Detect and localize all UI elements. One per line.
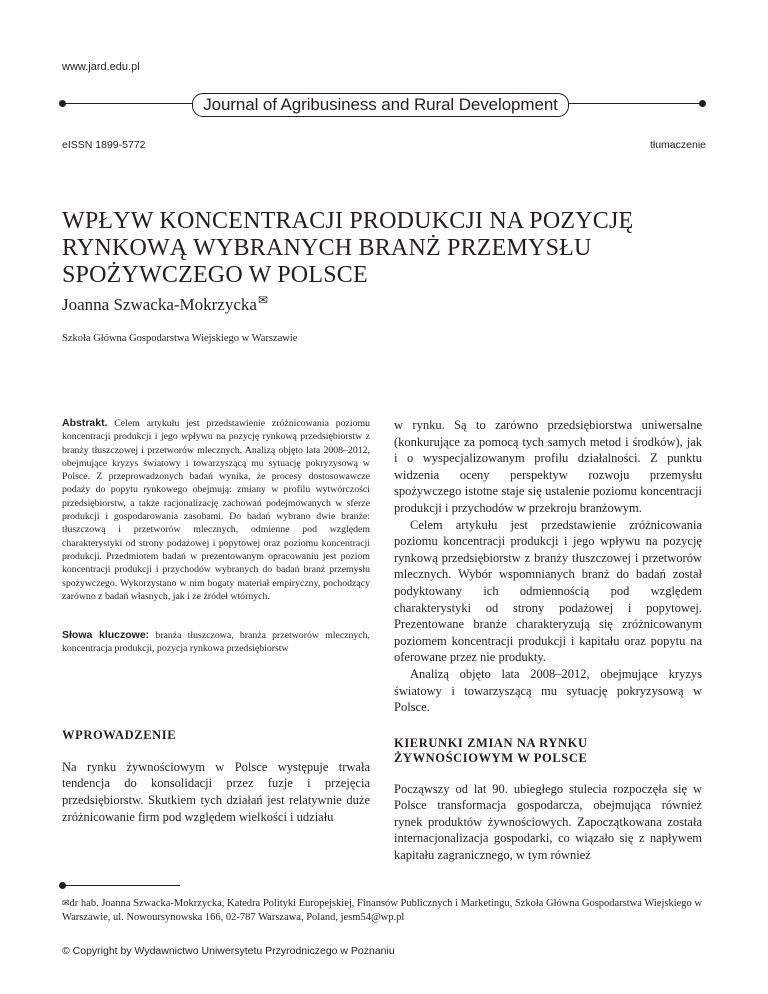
footnote-rule-dot bbox=[59, 882, 66, 889]
section-heading-trends bbox=[394, 736, 702, 766]
body-paragraph-2: Celem artykułu jest przedstawienie zróżnicowania poziomu koncentracji produkcji i jego wpływu na pozycję rynkową przedsiębiorstw z branży tłuszczowej i przetworów mlecznych. Wybór wspomnianych branż do badań został podyktowany ich odmiennością pod względem charakterystyki od strony podażowej i popytowej. Prezentowane branże charakteryzują się zróżnicowanym poziomem koncentracji produkcji i kapitału oraz popytu na oferowane przez nie produkty. bbox=[394, 517, 702, 665]
body-paragraph-4: Począwszy od lat 90. ubiegłego stulecia rozpoczęła się w Polsce transformacja gospodarcza, obejmująca również rynek produktów żywnościowych. Zapoczątkowana została internacjonalizacja gospodarki, co wiązało się z napływem kapitału zagranicznego, w tym również bbox=[394, 781, 702, 863]
author-name: Joanna Szwacka-Mokrzycka bbox=[62, 295, 257, 314]
header-rule-dot-right bbox=[699, 100, 706, 107]
abstract-text: Celem artykułu jest przedstawienie zróżnicowania poziomu koncentracji produkcji i jego wpływu na pozycję rynkową przedsiębiorstw z branży tłuszczowej i przetworów mlecznych. Analizą objęto lata 2008–2012, obejmujące kryzys światowy i towarzyszącą mu sytuację pokryzysową w Polsce. Z przeprowadzonych badań wynika, że procesy dostosowawcze podaży do popytu rynkowego obejmują: zmiany w profilu wytwórczości przedsiębiorstw, a także racjonalizację zachowań podejmowanych w sferze produkcji i gospodarowania zasobami. Do badań wybrano dwie branże: tłuszczową i przetworów mlecznych, odmienne pod względem charakterystyki od strony podażowej i popytowej oraz poziomu koncentracji produkcji. Przedmiotem badań w prezentowanym opracowaniu jest poziom koncentracji produkcji i przychodów wybranych do badań branż przemysłu spożywczego. Wykorzystano w nim bogaty materiał empiryczny, pochodzący zarówno z badań własnych, jak i ze źródeł wtórnych. bbox=[62, 418, 370, 602]
title-line-3: SPOŻYWCZEGO W POLSCE bbox=[62, 262, 368, 288]
abstract bbox=[62, 417, 370, 603]
copyright: © Copyright by Wydawnictwo Uniwersytetu Przyrodniczego w Poznaniu bbox=[62, 945, 395, 957]
footnote bbox=[62, 897, 702, 924]
heading-line-1: KIERUNKI ZMIAN NA RYNKU bbox=[394, 735, 588, 750]
section-heading-introduction: WPROWADZENIE bbox=[62, 727, 177, 742]
footnote-text: dr hab. Joanna Szwacka-Mokrzycka, Katedra Polityki Europejskiej, Finansów Publicznych i Marketingu, Szkoła Główna Gospodarstwa Wiejskiego w Warszawie, ul. Nowoursynowska 166, 02-787 Warszawa, Poland, jesm54@wp.pl bbox=[62, 898, 702, 923]
title-line-1: WPŁYW KONCENTRACJI PRODUKCJI NA POZYCJĘ bbox=[62, 208, 634, 234]
envelope-icon: ✉ bbox=[257, 293, 269, 307]
keywords-text: branża tłuszczowa, branża przetworów mlecznych, koncentracja produkcji, pozycja rynkowa przedsiębiorstw bbox=[62, 630, 371, 655]
right-column bbox=[394, 417, 702, 864]
affiliation: Szkoła Główna Gospodarstwa Wiejskiego w Warszawie bbox=[62, 333, 298, 344]
journal-name: Journal of Agribusiness and Rural Development bbox=[203, 95, 558, 114]
body-paragraph-3: Analizą objęto lata 2008–2012, obejmujące kryzys światowy i towarzyszącą mu sytuację pokryzysową w Polsce. bbox=[394, 666, 702, 715]
footnote-envelope-icon: ✉ bbox=[62, 898, 70, 908]
title-line-2: RYNKOWĄ WYBRANYCH BRANŻ PRZEMYSŁU bbox=[62, 235, 592, 261]
footnote-rule bbox=[62, 885, 180, 886]
journal-banner bbox=[192, 93, 569, 117]
author bbox=[62, 293, 268, 315]
article-title bbox=[62, 208, 662, 289]
keywords bbox=[62, 629, 370, 656]
eissn: eISSN 1899-5772 bbox=[62, 139, 146, 151]
body-paragraph-1: w rynku. Są to zarówno przedsiębiorstwa uniwersalne (konkurujące za pomocą tych samych metod i środków), jak i o wyspecjalizowanym profilu działalności. Z punktu widzenia oceny perspektyw rozwoju przemysłu spożywczego istotne staje się ustalenie poziomu koncentracji produkcji i przychodów w przekroju branżowym. bbox=[394, 418, 702, 515]
header-rule-dot-left bbox=[59, 100, 66, 107]
keywords-label: Słowa kluczowe: bbox=[62, 629, 150, 642]
intro-paragraph: Na rynku żywnościowym w Polsce występuje trwała tendencja do konsolidacji przez fuzje i przejęcia przedsiębiorstw. Skutkiem tych działań jest relatywnie duże zróżnicowanie firm pod względem wielkości i udziału bbox=[62, 759, 370, 824]
heading-line-2: ŻYWNOŚCIOWYM W POLSCE bbox=[394, 750, 588, 765]
abstract-label: Abstrakt. bbox=[62, 417, 108, 429]
section-label: tłumaczenie bbox=[649, 139, 706, 151]
left-column bbox=[62, 417, 370, 825]
site-url[interactable]: www.jard.edu.pl bbox=[62, 61, 140, 73]
